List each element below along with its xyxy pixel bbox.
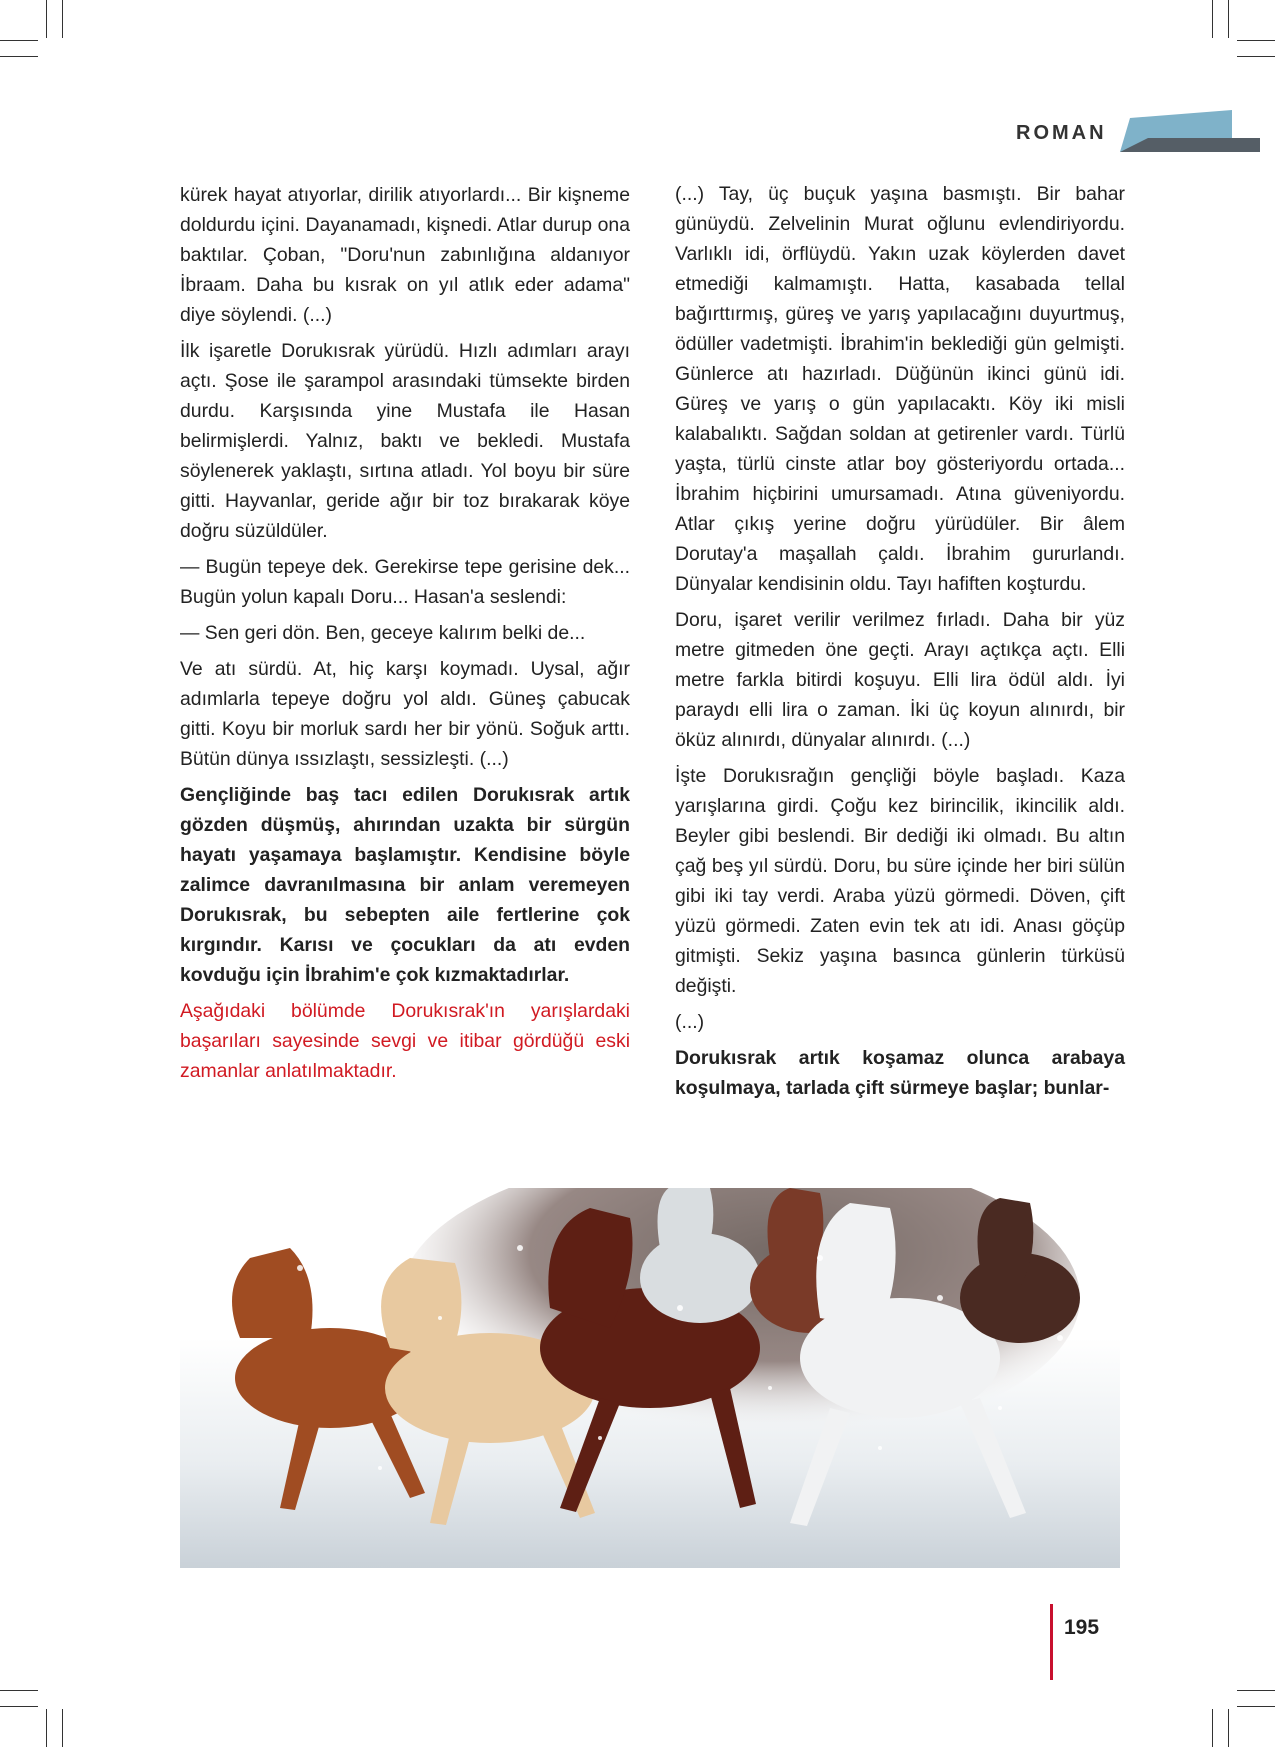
body-paragraph: (...) Tay, üç buçuk yaşına basmıştı. Bir bahar günüydü. Zelvelinin Murat oğlunu evlendiriyordu. Varlıklı idi, örflüydü. Yakın uzak köylerden davet etmediği kalmamıştı. Hatta, kasabada tellal bağırttırmış, güreş ve yarış yapılacağını duyurtmuş, ödüller vadetmişti. İbrahim'in beklediği gün gelmişti. Günlerce atı hazırladı. Düğünün ikinci günü idi. Güreş ve yarış o gün yapılacaktı. Köy iki misli kalabalıktı. Sağdan soldan at getirenler vardı. Türlü yaşta, türlü cinste atlar boy gösteriyordu ortada... İbrahim hiçbirini umursamadı. Atına güveniyordu. Atlar çıkış yerine doğru yürüdüler. Bir âlem Dorutay'a maşallah çaldı. İbrahim gururlandı. Dünyalar kendisinin oldu. Tayı hafiften koşturdu.: [675, 183, 1125, 595]
crop-mark: [62, 0, 63, 38]
crop-mark: [62, 1709, 63, 1747]
summary-paragraph: Dorukısrak artık koşamaz olunca arabaya koşulmaya, tarlada çift sürmeye başlar; bunlar-: [675, 1047, 1125, 1099]
crop-mark: [46, 1709, 47, 1747]
body-paragraph: İşte Dorukısrağın gençliği böyle başladı. Kaza yarışlarına girdi. Çoğu kez birincilik, ikincilik aldı. Beyler gibi beslendi. Bir dediği iki olmadı. Bu altın çağ beş yıl sürdü. Doru, bu süre içinde her biri sülün gibi iki tay verdi. Araba yüzü görmedi. Döven, çift yüzü görmedi. Zaten evin tek atı idi. Anası göçüp gitmişti. Sekiz yaşına basınca günlerin türküsü değişti.: [675, 765, 1125, 997]
section-label: ROMAN: [1016, 122, 1107, 144]
crop-mark: [1228, 1709, 1229, 1747]
body-paragraph: kürek hayat atıyorlar, dirilik atıyorlardı... Bir kişneme doldurdu içini. Dayanamadı, kişnedi. Atlar durup ona baktılar. Çoban, "Doru'nun zabınlığına aldanıyor İbraam. Daha bu kısrak on yıl atlık eder adama" diye söylendi. (...): [180, 184, 630, 326]
crop-mark: [0, 1690, 38, 1691]
page-number: 195: [1064, 1616, 1100, 1639]
ellipsis-marker: (...): [675, 1011, 705, 1033]
section-note: Aşağıdaki bölümde Dorukısrak'ın yarışlardaki başarıları sayesinde sevgi ve itibar gördüğü eski zamanlar anlatılmaktadır.: [180, 1000, 630, 1082]
crop-mark: [1237, 56, 1275, 57]
crop-mark: [1228, 0, 1229, 38]
crop-mark: [1237, 1706, 1275, 1707]
body-paragraph: Doru, işaret verilir verilmez fırladı. Daha bir yüz metre gitmeden öne geçti. Arayı açtıkça açtı. Elli metre farkla bitirdi koşuyu. Elli lira ödül aldı. İyi paraydı elli lira o zaman. İki üç koyun alınırdı, bir öküz alınırdı, dünyalar alınırdı. (...): [675, 609, 1125, 751]
left-text-column: [180, 180, 630, 1092]
crop-mark: [1212, 1709, 1213, 1747]
body-paragraph: İlk işaretle Dorukısrak yürüdü. Hızlı adımları arayı açtı. Şose ile şarampol arasındaki tümsekte birden durdu. Karşısında yine Mustafa ile Hasan belirmişlerdi. Yalnız, baktı ve bekledi. Mustafa söylenerek yaklaştı, sırtına atladı. Yol boyu bir süre gitti. Hayvanlar, geride ağır bir toz bırakarak köye doğru süzüldüler.: [180, 340, 630, 542]
crop-mark: [1237, 40, 1275, 41]
crop-mark: [1212, 0, 1213, 38]
body-paragraph: Ve atı sürdü. At, hiç karşı koymadı. Uysal, ağır adımlarla tepeye doğru yol aldı. Güneş çabucak gitti. Koyu bir morluk sardı her bir yönü. Soğuk arttı. Bütün dünya ıssızlaştı, sessizleşti. (...): [180, 658, 630, 770]
summary-paragraph: Gençliğinde baş tacı edilen Dorukısrak artık gözden düşmüş, ahırından uzakta bir sürgün hayatı yaşamaya başlamıştır. Kendisine böyle zalimce davranılmasına bir anlam veremeyen Dorukısrak, bu sebepten aile fertlerine çok kırgındır. Karısı ve çocukları da atı evden kovduğu için İbrahim'e çok kızmaktadırlar.: [180, 784, 630, 986]
crop-mark: [0, 56, 38, 57]
page-number-bar: [1050, 1604, 1053, 1680]
crop-mark: [46, 0, 47, 38]
right-text-column: [675, 179, 1125, 1109]
body-paragraph: — Sen geri dön. Ben, geceye kalırım belki de...: [180, 622, 586, 644]
header-tab-graphic: [1120, 110, 1260, 152]
galloping-horses-photo: [180, 1188, 1120, 1568]
body-paragraph: — Bugün tepeye dek. Gerekirse tepe gerisine dek... Bugün yolun kapalı Doru... Hasan'a seslendi:: [180, 556, 630, 608]
crop-mark: [1237, 1690, 1275, 1691]
crop-mark: [0, 40, 38, 41]
crop-mark: [0, 1706, 38, 1707]
